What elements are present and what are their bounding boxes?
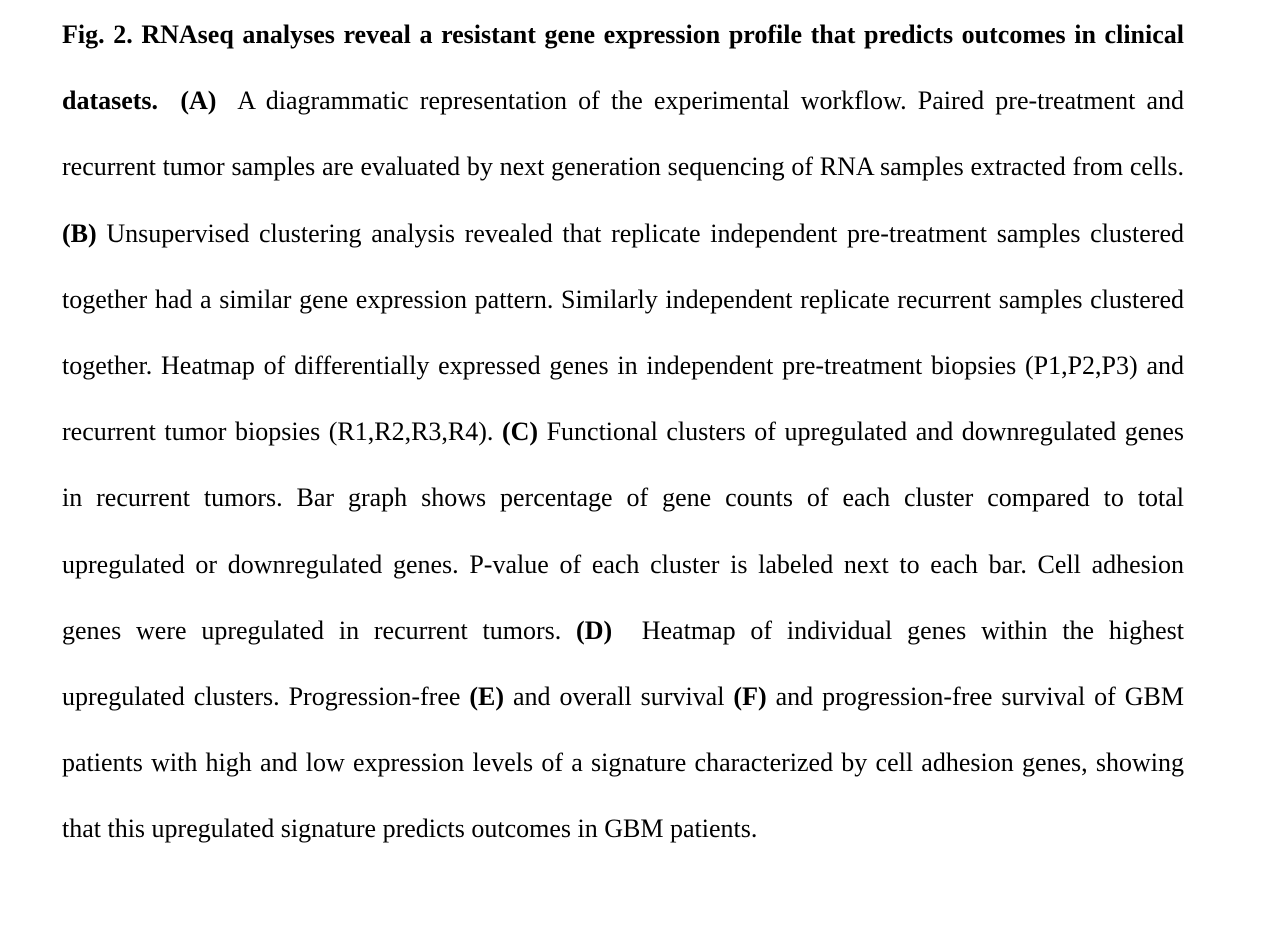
panel-a-label: (A) xyxy=(180,86,217,116)
panel-c-text: Functional clusters of upregulated and downregulated genes in recurrent tumors. Bar graph shows percentage of gene counts of each cluster compared to total upregulated or downregulated genes. P-value of each cluster is labeled next to each bar. Cell adhesion genes were upregulated in recurrent tumors. xyxy=(62,417,1184,645)
panel-d-label: (D) xyxy=(576,615,613,645)
panel-d-text: Heatmap of individual genes within the highest upregulated clusters. Progression-free xyxy=(62,615,1185,712)
panel-c-label: (C) xyxy=(501,417,539,447)
panel-a-text: A diagrammatic representation of the experimental workflow. Paired pre-treatment and recurrent tumor samples are evaluated by next generation sequencing of RNA samples extracted from cells. xyxy=(62,86,1184,182)
panel-f-text: and progression-free survival of GBM patients with high and low expression levels of a signature characterized by cell adhesion genes, showing that this upregulated signature predicts outcomes in GBM patients. xyxy=(62,682,1185,844)
figure-title: RNAseq analyses reveal a resistant gene expression profile that predicts outcomes in clinical datasets. xyxy=(62,20,1184,116)
panel-e-label: (E) xyxy=(469,682,505,712)
figure-caption-block xyxy=(62,2,1184,863)
panel-b-text: Unsupervised clustering analysis revealed that replicate independent pre-treatment samples clustered together had a similar gene expression pattern. Similarly independent replicate recurrent samples clustered together. Heatmap of differentially expressed genes in independent pre-treatment biopsies (P1,P2,P3) and recurrent tumor biopsies (R1,R2,R3,R4). xyxy=(62,218,1184,447)
figure-caption xyxy=(62,2,1184,863)
panel-e-text: and overall survival xyxy=(513,682,725,712)
figure-label: Fig. 2. xyxy=(62,20,133,49)
panel-b-label: (B) xyxy=(62,218,97,248)
panel-f-label: (F) xyxy=(733,682,767,712)
